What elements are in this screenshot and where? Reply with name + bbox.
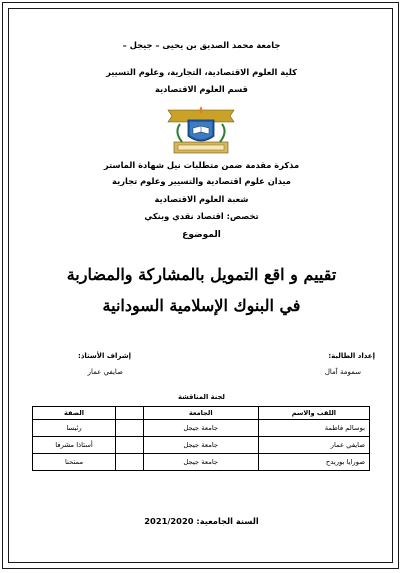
member-role: ممتحنا (33, 454, 116, 471)
thesis-title-line-2: في البنوك الإسلامية السودانية (102, 296, 301, 315)
student-label: إعداد الطالبة: (328, 352, 375, 360)
thesis-requirement: مذكرة مقدمة ضمن متطلبات نيل شهادة الماستر (103, 160, 300, 170)
academic-year: السنة الجامعية: 2021/2020 (144, 516, 259, 526)
cell-gap (116, 420, 144, 437)
member-university: جامعة جيجل (143, 420, 258, 437)
table-row (33, 437, 370, 454)
student-name: سمومة آمال (324, 368, 361, 376)
thesis-title-line-1: تقييم و اقع التمويل بالمشاركة والمضاربة (66, 265, 337, 284)
university-name: جامعة محمد الصديق بن يحيى – جيجل – (122, 40, 281, 50)
department-name: قسم العلوم الاقتصادية (154, 84, 248, 94)
university-emblem-icon (160, 102, 242, 157)
thesis-field: ميدان علوم اقتصادية والتسيير وعلوم تجارية (112, 176, 291, 186)
subject-label: الموضوع (182, 230, 221, 240)
member-university: جامعة جيجل (143, 454, 258, 471)
member-role: رئيسا (33, 420, 116, 437)
thesis-specialty: تخصص: اقتصاد نقدي وبنكي (144, 211, 259, 221)
member-name: صايفي عمار (258, 437, 369, 454)
member-role: أستاذا مشرفا (33, 437, 116, 454)
table-row (33, 420, 370, 437)
cell-gap (116, 437, 144, 454)
committee-table (32, 406, 370, 471)
committee-title: لجنة المناقشة (178, 393, 225, 401)
thesis-branch: شعبة العلوم الاقتصادية (154, 194, 249, 204)
header-gap (116, 407, 144, 420)
faculty-name: كلية العلوم الاقتصادية، التجارية، وعلوم التسيير (106, 67, 297, 77)
table-row (33, 454, 370, 471)
member-name: صورايا بوريدح (258, 454, 369, 471)
committee-header-row (33, 407, 370, 420)
supervisor-label: إشراف الأستاذ: (78, 352, 131, 360)
header-role: الصفة (33, 407, 116, 420)
member-university: جامعة جيجل (143, 437, 258, 454)
member-name: بوسالم فاطمة (258, 420, 369, 437)
header-university: الجامعة (143, 407, 258, 420)
cell-gap (116, 454, 144, 471)
supervisor-name: صايفي عمار (87, 368, 123, 376)
header-name: اللقب والاسم (258, 407, 369, 420)
